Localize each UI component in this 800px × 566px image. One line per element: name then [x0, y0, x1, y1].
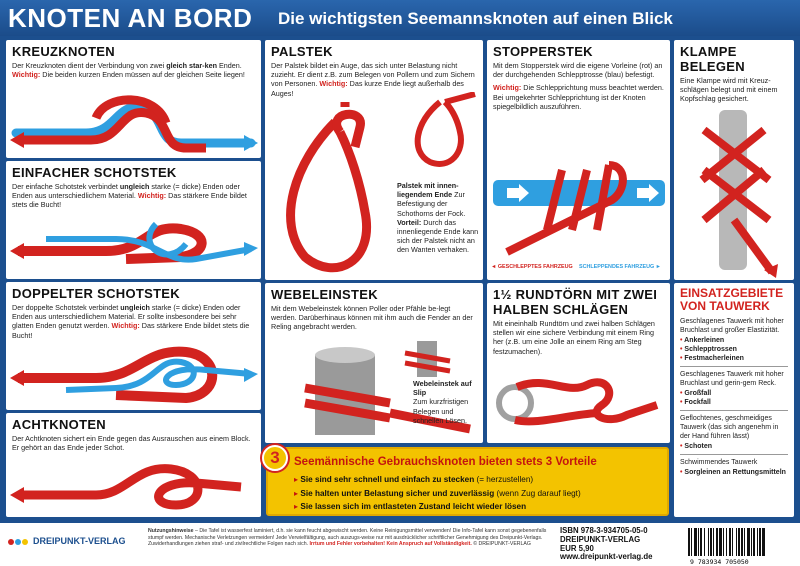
doppelter-text-bold: ungleich: [120, 303, 150, 312]
rundtoern-text: Mit eineinhalb Rundtörn und zwei halben Schlägen stellen wir eine sichere Verbindung mit einem Ring her (z.B. um eine Jolle an einem Ring am Steg festzumachen).: [493, 319, 655, 356]
kreuzknoten-text-3: Die beiden kurzen Enden müssen auf der gleichen Seite liegen!: [40, 70, 245, 80]
kreuzknoten-text-1: Der Kreuzknoten dient der Verbindung von zwei: [12, 61, 167, 70]
vorteile-box: [266, 447, 669, 516]
vorteile-item-bold: Sie lassen sich im entlasteten Zustand leicht wieder lösen: [300, 502, 527, 511]
hinweis-warn: Irrtum und Fehler vorbehalten! Kein Anspruch auf Vollständigkeit.: [309, 541, 472, 548]
palstek-side-text: [397, 181, 481, 255]
doppelter-text-3: Das stärkere Ende bildet stets die Bucht!: [12, 321, 250, 340]
panel-stopperstek: [487, 40, 670, 280]
kreuzknoten-title: KREUZKNOTEN: [12, 44, 115, 59]
barcode-bar: [719, 528, 722, 556]
einsatz-separator: [680, 366, 788, 367]
website-link[interactable]: www.dreipunkt-verlag.de: [560, 552, 653, 562]
einsatz-item: • Ankerleinen: [680, 336, 788, 345]
hinweis-text: – Die Tafel ist wasserfest laminiert, d.h. sie kann feucht abgewischt werden. Keine Reinigungsmittel verwenden! Die Info-Tafel kann sonst gegebenenfalls stumpf werden. Mechanische Verletzungen vermeiden! Jede Verwielfältigung, auch auszugs-weise nur mit ausdrücklicher schriftlicher Genehmigung des Dreipunkt-Verlags. Zuwiderhandlungen ziehen straf- und zivilrechtliche Folgen nach sich.: [148, 528, 547, 548]
logo-dots-icon: [8, 537, 29, 547]
vorteile-item-bold: Sie sind sehr schnell und einfach zu stecken: [300, 475, 475, 484]
footer: [0, 521, 800, 566]
vorteile-item-rest: (wenn Zug darauf liegt): [494, 488, 581, 498]
einsatz-item: • Festmacherleinen: [680, 354, 788, 363]
doppelter-illustration: [6, 340, 261, 410]
doppelter-text-2: starke (= dicke) Enden oder Enden aus unterschiedlichem Material. Er sollte insbesondere bei sehr glatten Enden genutzt werden.: [12, 303, 241, 331]
schotstek-text-1: Der einfache Schotstek verbindet: [12, 182, 120, 191]
panel-doppelter-schotstek: [6, 282, 261, 410]
palstek-inner-illustration: [405, 92, 480, 177]
einsatz-group: [680, 414, 788, 451]
webeleinstek-side-bold: Webeleinstek auf Slip: [413, 379, 472, 398]
page-subtitle: Die wichtigsten Seemannsknoten auf einen Blick: [278, 9, 673, 28]
barcode-bar: [691, 528, 692, 556]
stopperstek-text-1: Mit dem Stopperstek wird die eigene Vorleine (rot) an der durchgehenden Schlepptrosse (blau) befestigt.: [493, 61, 663, 80]
barcode-bar: [732, 528, 733, 556]
footer-isbn-block: [560, 527, 652, 562]
einsatz-groups: [674, 317, 794, 477]
barcode-bar: [704, 528, 705, 556]
einsatz-group-list: [680, 389, 788, 407]
barcode-bar: [700, 528, 702, 556]
webeleinstek-text: Mit dem Webeleinstek können Poller oder Pfähle be-legt werden. Darüberhinaus können mit ihm auch die Fender an der Reling angebracht werden.: [271, 304, 473, 332]
barcode-bar: [698, 528, 699, 556]
einsatz-group-list: [680, 336, 788, 363]
barcode-bar: [753, 528, 755, 556]
achtknoten-text: Der Achtknoten sichert ein Ende gegen das Ausrauschen aus einem Block. Er gehört an das Ende jeder Schot.: [12, 434, 251, 453]
stopperstek-text-warn: [493, 83, 664, 111]
kreuzknoten-illustration: [6, 88, 261, 158]
palstek-side-2: Durch das innenliegende Ende kann sich der Palstek nicht an den Wanten verhaken.: [397, 217, 479, 255]
isbn: ISBN 978-3-934705-05-0: [560, 526, 648, 535]
rundtoern-illustration: [487, 365, 670, 443]
schotstek-text-2: starke (= dicke) Enden oder Enden aus unterschiedlichem Material.: [12, 182, 240, 201]
webeleinstek-side-text: [413, 379, 481, 425]
barcode-bar: [757, 528, 758, 556]
einsatz-group-intro: Geschlagenes Tauwerk mit hoher Bruchlast und großer Elastizität.: [680, 318, 784, 334]
doppelter-warn: Wichtig:: [111, 321, 140, 331]
barcode-bar: [723, 528, 724, 556]
barcode-bar: [738, 528, 740, 556]
palstek-side-1: Zur Befestigung der Schothorns der Fock.: [397, 190, 466, 218]
doppelter-title: DOPPELTER SCHOTSTEK: [12, 286, 180, 301]
einsatz-group-list: [680, 442, 788, 451]
barcode-bar: [736, 528, 737, 556]
panel-klampe: [674, 40, 794, 280]
stopperstek-title: STOPPERSTEK: [493, 44, 593, 59]
page-header: [0, 0, 800, 36]
einsatz-item: • Fockfall: [680, 398, 788, 407]
barcode-bar: [688, 528, 690, 556]
barcode-bar: [694, 528, 697, 556]
einsatz-item: • Sorgleinen an Rettungsmitteln: [680, 468, 788, 477]
schotstek-title: EINFACHER SCHOTSTEK: [12, 165, 177, 180]
klampe-title: KLAMPE BELEGEN: [680, 44, 745, 74]
schotstek-text-bold: ungleich: [119, 182, 150, 191]
webeleinstek-side: Zum kurzfristigen Belegen und schnellen Lösen.: [413, 397, 469, 425]
panel-rundtoern: [487, 283, 670, 443]
kreuzknoten-text-bold: gleich star-ken: [166, 61, 217, 70]
klampe-text: Eine Klampe wird mit Kreuz-schlägen belegt und mit einem Kopfschlag gesichert.: [680, 76, 778, 104]
achtknoten-illustration: [6, 455, 261, 517]
vorteile-item: [294, 487, 581, 501]
einsatz-separator: [680, 410, 788, 411]
logo-text: DREIPUNKT-VERLAG: [33, 536, 126, 546]
vorteile-item-bold: Sie halten unter Belastung sicher und zuverlässig: [300, 488, 495, 498]
barcode-bar: [713, 528, 714, 556]
barcode-bar: [708, 528, 709, 556]
vorteile-item: [294, 500, 581, 514]
footer-hinweis: [148, 528, 548, 548]
einsatz-group-intro: Geflochtenes, geschmeidiges Tauwerk (das sich angenehm in der Hand führen lässt): [680, 415, 779, 440]
einsatz-item: • Schlepptrossen: [680, 345, 788, 354]
palstek-warn: Wichtig:: [319, 79, 348, 89]
palstek-side-bold: Palstek mit innen-liegendem Ende: [397, 181, 459, 200]
doppelter-text: [12, 303, 255, 340]
barcode-bar: [716, 528, 718, 556]
hinweis-copyright: © DREIPUNKT-VERLAG: [471, 541, 531, 548]
webeleinstek-title: WEBELEINSTEK: [271, 287, 378, 302]
stopperstek-label-red: ◄ GESCHLEPPTES FAHRZEUG: [491, 264, 573, 270]
price: EUR 5,90: [560, 543, 594, 553]
klampe-illustration: [674, 100, 794, 280]
palstek-illustration: [265, 102, 415, 280]
barcode-bar: [751, 528, 752, 556]
barcode-bar: [744, 528, 745, 556]
panel-achtknoten: [6, 413, 261, 517]
stopperstek-illustration: [487, 160, 670, 260]
einsatz-group-intro: Geschlagenes Tauwerk mit hoher Bruchlast und gerin-gem Reck.: [680, 371, 784, 387]
hinweis-label: Nutzungshinweise: [148, 528, 194, 534]
schotstek-warn: Wichtig:: [137, 191, 167, 201]
kreuzknoten-text: [12, 61, 255, 79]
einsatz-group: [680, 458, 788, 477]
panel-einsatzgebiete: [674, 283, 794, 517]
rundtoern-title: 1½ RUNDTÖRN MIT ZWEI HALBEN SCHLÄGEN: [493, 287, 658, 317]
palstek-title: PALSTEK: [271, 44, 333, 59]
vorteile-list: [294, 473, 581, 514]
barcode-bar: [759, 528, 761, 556]
schotstek-text-3: Das stärkere Ende bildet stets die Bucht!: [12, 191, 247, 210]
schotstek-text: [12, 182, 255, 210]
barcode-digits: 9 783934 705050: [690, 558, 749, 566]
barcode-bar: [762, 528, 765, 556]
einsatz-group: [680, 370, 788, 407]
barcode-bar: [710, 528, 712, 556]
palstek-text-1: Der Palstek bildet ein Auge, das sich unter Belastung nicht zuzieht. Er dient z.B. zum Belegen von Pollern und zum Sichern von Personen.: [271, 61, 475, 89]
vorteile-number: 3: [262, 445, 288, 471]
doppelter-text-1: Der doppelte Schotstek verbindet: [12, 303, 121, 312]
palstek-side-bold2: Vorteil:: [397, 217, 422, 227]
panel-webeleinstek: [265, 283, 483, 443]
einsatz-group-intro: Schwimmendes Tauwerk: [680, 459, 758, 466]
einsatz-group-list: [680, 468, 788, 477]
barcode-bar: [726, 528, 727, 556]
palstek-text-2: Das kurze Ende liegt außerhalb des Auges!: [271, 79, 464, 98]
panel-palstek: [265, 40, 483, 280]
kreuzknoten-warn: Wichtig:: [12, 70, 41, 80]
einsatz-item: • Schoten: [680, 442, 788, 451]
einsatz-group: [680, 317, 788, 363]
barcode-bar: [729, 528, 731, 556]
panel-schotstek: [6, 161, 261, 279]
kreuzknoten-text-2: Enden.: [216, 61, 242, 70]
schotstek-illustration: [6, 209, 261, 279]
einsatz-separator: [680, 454, 788, 455]
vorteile-item-rest: (= herzustellen): [474, 475, 534, 484]
publisher-logo: [8, 536, 126, 547]
barcode-bar: [741, 528, 743, 556]
panel-kreuzknoten: [6, 40, 261, 158]
vorteile-title: Seemännische Gebrauchsknoten bieten stets 3 Vorteile: [294, 456, 597, 468]
achtknoten-title: ACHTKNOTEN: [12, 417, 106, 432]
stopperstek-label-blue: SCHLEPPENDES FAHRZEUG ►: [579, 264, 662, 270]
stopperstek-text-2: Die Schlepprichtung muss beachtet werden. Bei umgekehrter Schlepprichtung ist der Knoten spiegelbildlich auszuführen.: [493, 83, 664, 111]
vorteile-item: [294, 473, 581, 487]
stopperstek-warn: Wichtig:: [493, 83, 522, 93]
einsatz-item: • Großfall: [680, 389, 788, 398]
page-title: KNOTEN AN BORD: [8, 3, 253, 33]
publisher-name: DREIPUNKT-VERLAG: [560, 534, 641, 544]
einsatz-title: EINSATZGEBIETE VON TAUWERK: [680, 286, 784, 313]
barcode-bar: [747, 528, 750, 556]
